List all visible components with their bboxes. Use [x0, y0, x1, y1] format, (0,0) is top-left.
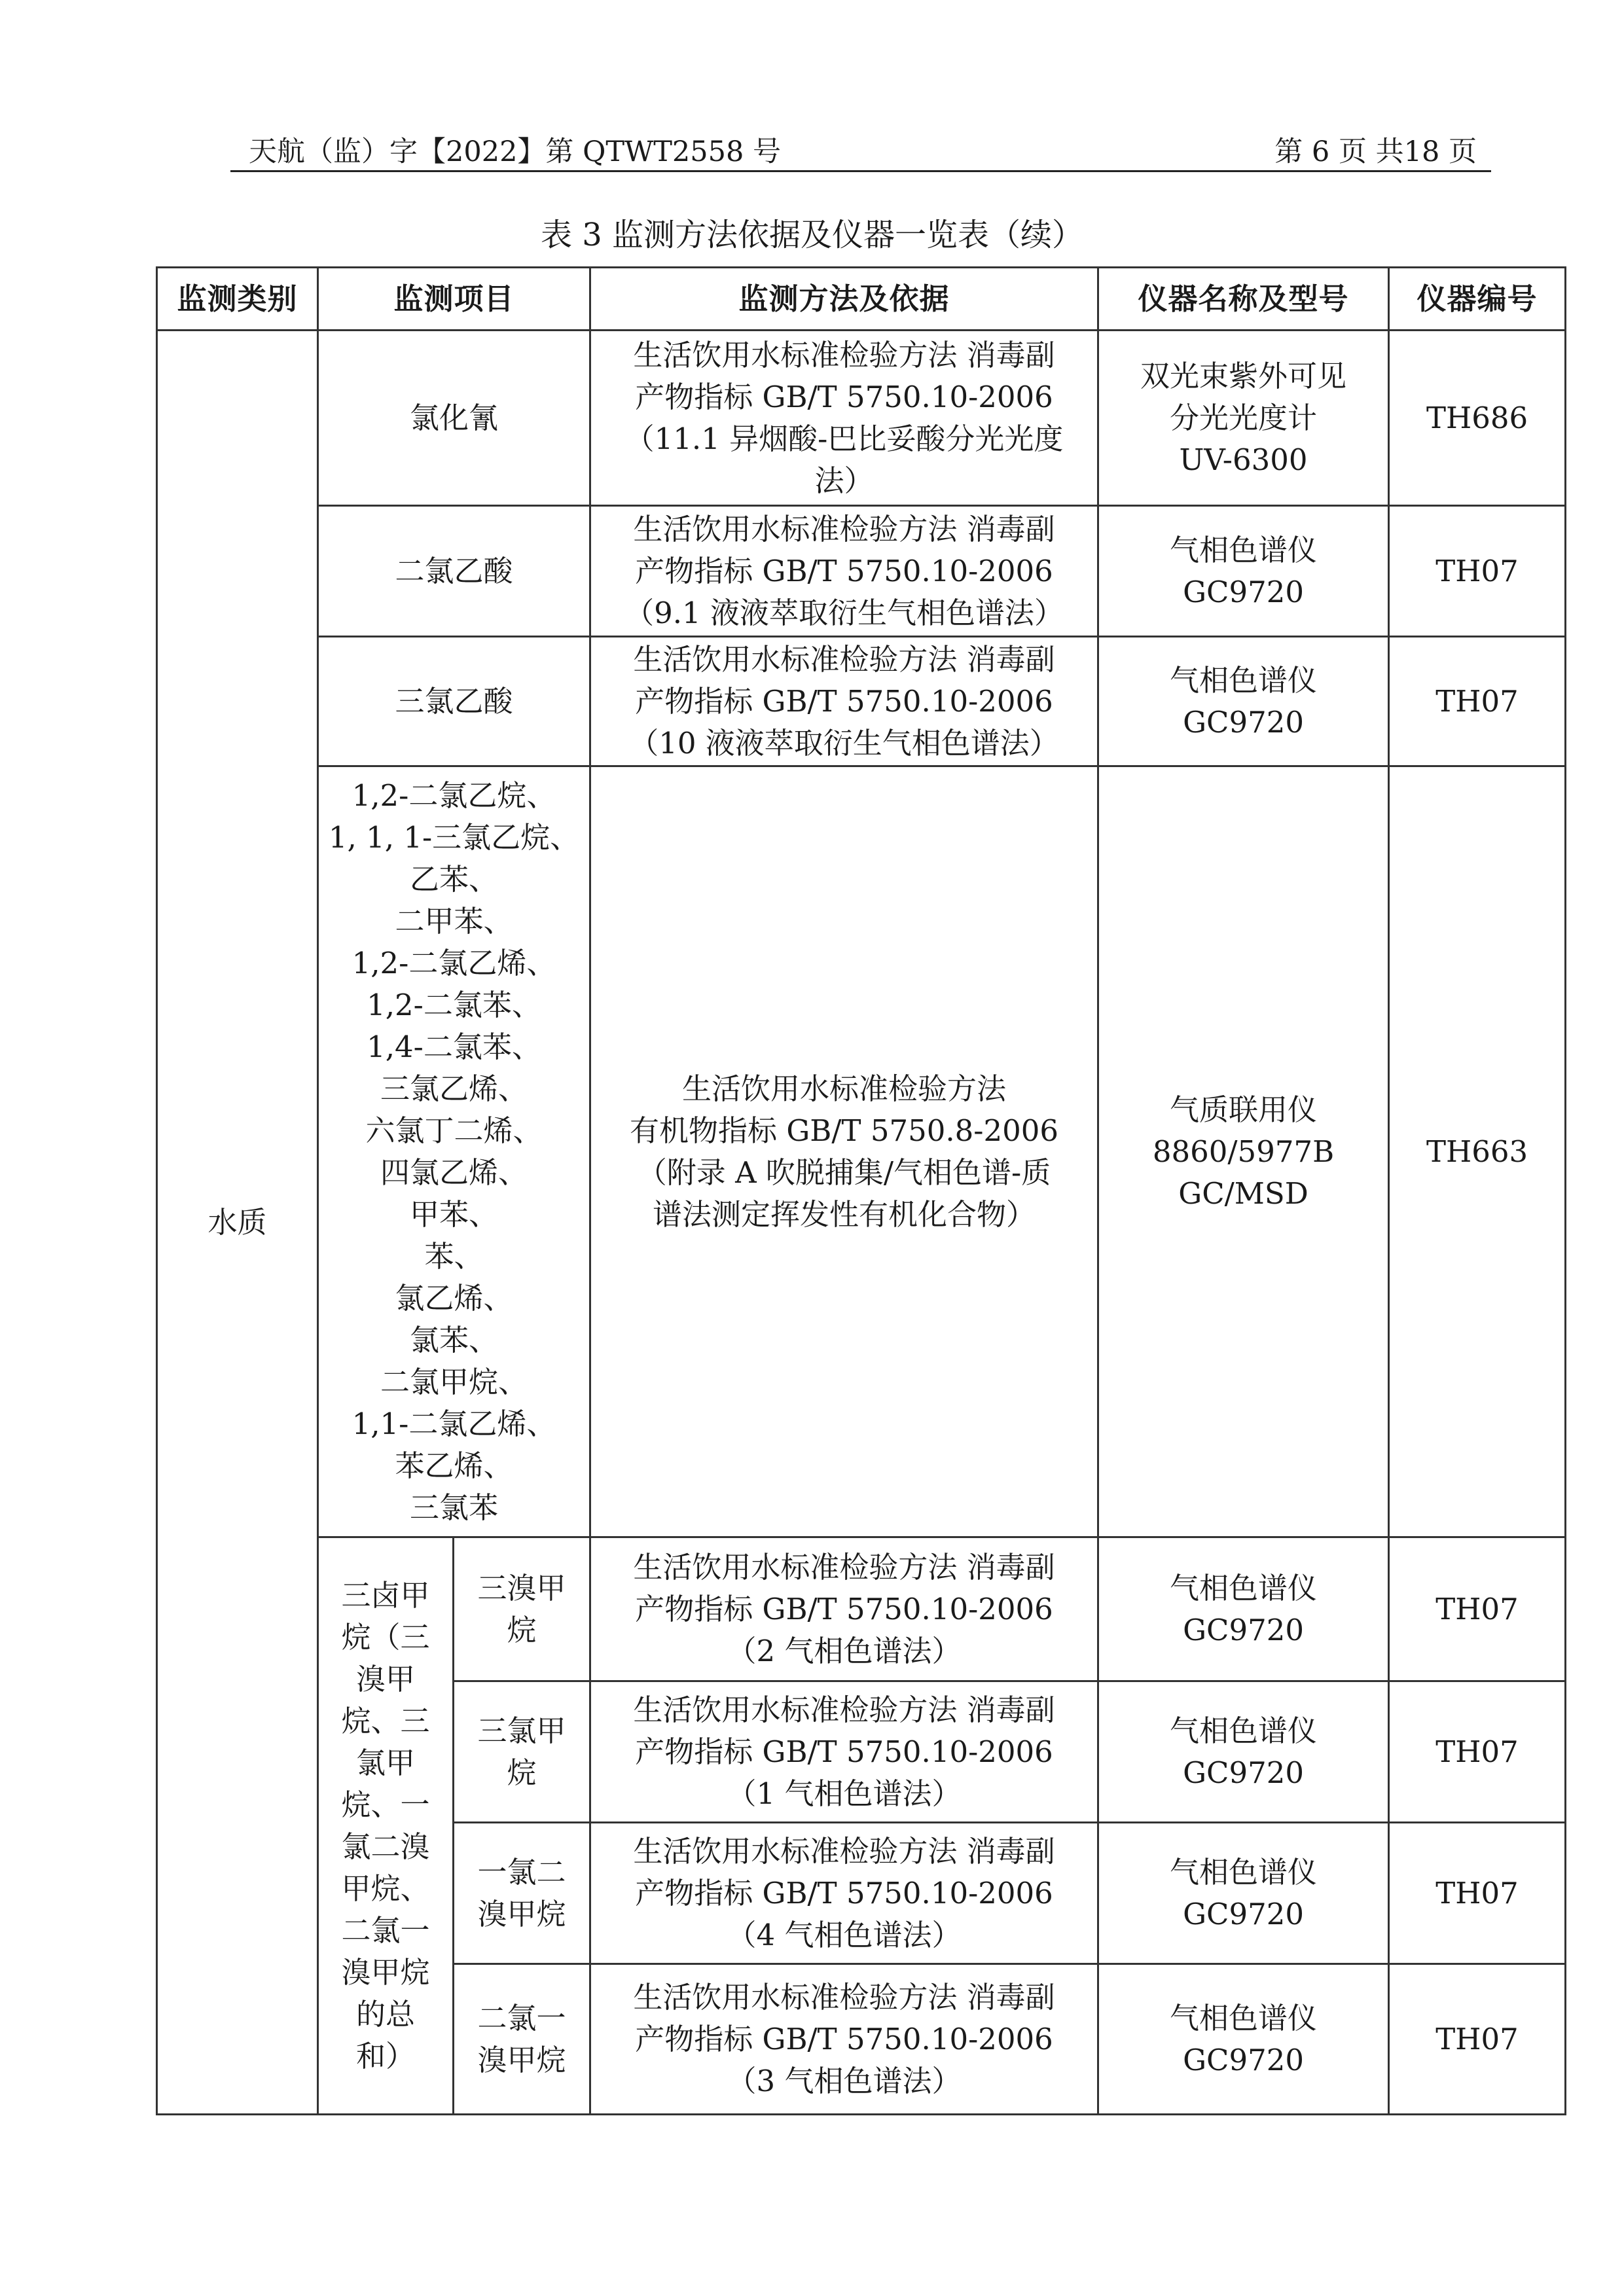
instrument-cell: 气相色谱仪 GC9720 [1098, 637, 1389, 766]
item-cell: 三溴甲 烷 [454, 1537, 590, 1681]
instrument-cell: 气相色谱仪 GC9720 [1098, 1681, 1389, 1823]
column-header-instrument: 仪器名称及型号 [1098, 268, 1389, 331]
method-cell: 生活饮用水标准检验方法 消毒副 产物指标 GB/T 5750.10-2006 （9.1 液液萃取衍生气相色谱法） [590, 506, 1098, 637]
table-row [157, 331, 1566, 506]
page-header [230, 128, 1491, 172]
item-cell: 三氯乙酸 [318, 637, 590, 766]
column-header-category: 监测类别 [157, 268, 318, 331]
method-cell: 生活饮用水标准检验方法 有机物指标 GB/T 5750.8-2006 （附录 A 吹脱捕集/气相色谱-质 谱法测定挥发性有机化合物） [590, 766, 1098, 1537]
instrument-cell: 气相色谱仪 GC9720 [1098, 1964, 1389, 2115]
item-cell: 三氯甲 烷 [454, 1681, 590, 1823]
method-cell: 生活饮用水标准检验方法 消毒副 产物指标 GB/T 5750.10-2006 （4 气相色谱法） [590, 1823, 1098, 1964]
column-header-item: 监测项目 [318, 268, 590, 331]
table-title: 表 3 监测方法依据及仪器一览表（续） [540, 217, 1084, 253]
trihalomethane-group-cell: 三卤甲 烷（三 溴甲 烷、三 氯甲 烷、一 氯二溴 甲烷、 二氯一 溴甲烷 的总 和） [318, 1537, 454, 2115]
table-row [157, 766, 1566, 1537]
code-cell: TH663 [1389, 766, 1566, 1537]
category-cell: 水质 [157, 331, 318, 2115]
methods-instruments-table [156, 266, 1566, 2115]
page-number: 第 6 页 共18 页 [1274, 135, 1477, 168]
method-cell: 生活饮用水标准检验方法 消毒副 产物指标 GB/T 5750.10-2006 （11.1 异烟酸-巴比妥酸分光光度 法） [590, 331, 1098, 506]
column-header-method: 监测方法及依据 [590, 268, 1098, 331]
instrument-cell: 气质联用仪 8860/5977B GC/MSD [1098, 766, 1389, 1537]
method-cell: 生活饮用水标准检验方法 消毒副 产物指标 GB/T 5750.10-2006 （3 气相色谱法） [590, 1964, 1098, 2115]
instrument-cell: 气相色谱仪 GC9720 [1098, 1537, 1389, 1681]
instrument-cell: 双光束紫外可见 分光光度计 UV-6300 [1098, 331, 1389, 506]
code-cell: TH07 [1389, 1823, 1566, 1964]
method-cell: 生活饮用水标准检验方法 消毒副 产物指标 GB/T 5750.10-2006 （1 气相色谱法） [590, 1681, 1098, 1823]
table-row [157, 637, 1566, 766]
instrument-cell: 气相色谱仪 GC9720 [1098, 1823, 1389, 1964]
item-cell: 氯化氰 [318, 331, 590, 506]
code-cell: TH07 [1389, 506, 1566, 637]
document-number: 天航（监）字【2022】第 QTWT2558 号 [249, 135, 782, 168]
item-cell: 二氯一 溴甲烷 [454, 1964, 590, 2115]
code-cell: TH07 [1389, 1681, 1566, 1823]
column-header-code: 仪器编号 [1389, 268, 1566, 331]
item-cell: 1,2-二氯乙烷、 1, 1, 1-三氯乙烷、 乙苯、 二甲苯、 1,2-二氯乙烯、 1,2-二氯苯、 1,4-二氯苯、 三氯乙烯、 六氯丁二烯、 四氯乙烯、 甲苯、 苯、 氯乙烯、 氯苯、 二氯甲烷、 1,1-二氯乙烯、 苯乙烯、 三氯苯 [318, 766, 590, 1537]
table-header-row [157, 268, 1566, 331]
instrument-cell: 气相色谱仪 GC9720 [1098, 506, 1389, 637]
code-cell: TH686 [1389, 331, 1566, 506]
code-cell: TH07 [1389, 1537, 1566, 1681]
method-cell: 生活饮用水标准检验方法 消毒副 产物指标 GB/T 5750.10-2006 （10 液液萃取衍生气相色谱法） [590, 637, 1098, 766]
code-cell: TH07 [1389, 1964, 1566, 2115]
item-cell: 一氯二 溴甲烷 [454, 1823, 590, 1964]
table-row [157, 1537, 1566, 1681]
table-row [157, 506, 1566, 637]
method-cell: 生活饮用水标准检验方法 消毒副 产物指标 GB/T 5750.10-2006 （2 气相色谱法） [590, 1537, 1098, 1681]
code-cell: TH07 [1389, 637, 1566, 766]
item-cell: 二氯乙酸 [318, 506, 590, 637]
